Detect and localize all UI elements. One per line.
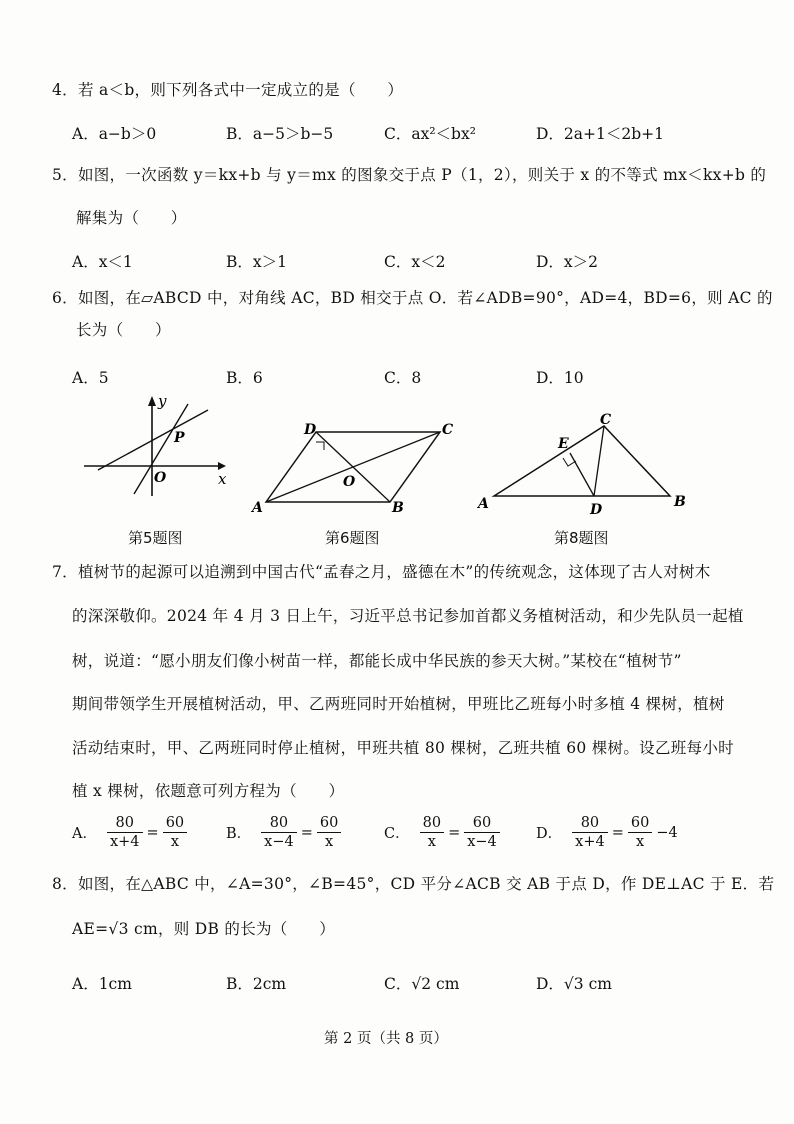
q7-line1: 7．植树节的起源可以追溯到中国古代“孟春之月，盛德在木”的传统观念，这体现了古人对树木 (52, 563, 711, 581)
figure-5-graph (78, 392, 238, 504)
q5-option-d: D．x＞2 (536, 253, 599, 271)
equals-sign: = (300, 824, 313, 841)
q6-stem-line1: 6．如图，在▱ABCD 中，对角线 AC，BD 相交于点 O．若∠ADB=90°，AD=4，BD=6，则 AC 的 (52, 289, 773, 307)
option-label: C． (384, 826, 410, 842)
option-label: D． (536, 826, 563, 842)
q6-option-c: C．8 (384, 369, 422, 387)
q8-option-b: B．2cm (226, 975, 287, 993)
denominator: x+4 (575, 834, 605, 850)
fraction-left (420, 814, 444, 851)
q7-option-d (536, 814, 680, 851)
x-axis-arrow (218, 462, 226, 470)
point-o-label: O (343, 474, 356, 490)
numerator: 80 (572, 814, 608, 833)
q6-stem-line2: 长为（ ） (76, 321, 171, 339)
q7-option-c (384, 814, 502, 851)
q8-option-a: A．1cm (72, 975, 132, 993)
figure-6-parallelogram (250, 418, 470, 518)
numerator: 60 (464, 814, 500, 833)
q7-line6: 植 x 棵树，依题意可列方程为（ ） (72, 782, 345, 800)
vertex-c-label: C (442, 422, 454, 438)
numerator: 60 (317, 814, 341, 833)
q4-option-a: A．a−b＞0 (72, 125, 157, 143)
q4-option-d: D．2a+1＜2b+1 (536, 125, 665, 143)
figure-5-caption: 第5题图 (128, 529, 183, 547)
diagonal-bd (316, 432, 390, 502)
vertex-a-label: A (252, 500, 263, 516)
fraction-right (464, 814, 500, 851)
fraction-right (628, 814, 652, 851)
point-d-label: D (590, 502, 603, 518)
vertex-b-label: B (392, 500, 404, 516)
q7-option-a (72, 814, 189, 851)
figure-6-caption: 第6题图 (325, 529, 380, 547)
denominator: x (427, 834, 436, 850)
figure-8-triangle (474, 410, 694, 518)
q5-option-b: B．x＞1 (226, 253, 287, 271)
figure-8-caption: 第8题图 (554, 529, 609, 547)
numerator: 80 (107, 814, 143, 833)
q5-option-a: A．x＜1 (72, 253, 133, 271)
q7-line2: 的深深敬仰。2024 年 4 月 3 日上午，习近平总书记参加首都义务植树活动，和少先队员一起植 (72, 607, 744, 625)
fraction-left (572, 814, 608, 851)
q7-line4: 期间带领学生开展植树活动，甲、乙两班同时开始植树，甲班比乙班每小时多植 4 棵树，植树 (72, 695, 725, 713)
denominator: x (325, 834, 334, 850)
numerator: 60 (628, 814, 652, 833)
q5-option-c: C．x＜2 (384, 253, 446, 271)
q7-line3: 树，说道：“愿小朋友们像小树苗一样，都能长成中华民族的参天大树。”某校在“植树节” (72, 652, 682, 670)
numerator: 60 (163, 814, 187, 833)
equals-sign: = (611, 824, 624, 841)
q5-stem-line2: 解集为（ ） (76, 209, 187, 227)
denominator: x (635, 834, 645, 850)
y-axis-arrow (148, 396, 156, 406)
point-p-label: P (174, 430, 185, 446)
q6-option-a: A．5 (72, 369, 109, 387)
option-label: A． (72, 826, 97, 842)
point-e-label: E (558, 436, 569, 452)
fraction-right (317, 814, 341, 851)
q5-stem-line1: 5．如图，一次函数 y＝kx+b 与 y＝mx 的图象交于点 P（1，2），则关于 x 的不等式 mx＜kx+b 的 (52, 166, 767, 184)
vertex-d-label: D (304, 422, 317, 438)
segment-cd (594, 426, 604, 496)
option-label: B． (226, 826, 252, 842)
vertex-a-label: A (478, 496, 489, 512)
q4-option-b: B．a−5＞b−5 (226, 125, 334, 143)
numerator: 80 (261, 814, 297, 833)
numerator: 80 (420, 814, 444, 833)
q4-option-c: C．ax²＜bx² (384, 125, 476, 143)
minus-term: −4 (656, 824, 678, 841)
q6-option-b: B．6 (226, 369, 263, 387)
fraction-left (107, 814, 143, 851)
q4-stem: 4．若 a＜b，则下列各式中一定成立的是（ ） (52, 81, 404, 99)
x-axis-label: x (218, 470, 227, 488)
q7-line5: 活动结束时，甲、乙两班同时停止植树，甲班共植 80 棵树，乙班共植 60 棵树。设乙班每小时 (72, 739, 734, 757)
denominator: x (170, 834, 180, 850)
q8-option-c: C．√2 cm (384, 975, 460, 993)
segment-de (570, 453, 594, 496)
vertex-c-label: C (600, 412, 612, 428)
equals-sign: = (448, 824, 461, 841)
page-footer: 第 2 页（共 8 页） (324, 1031, 448, 1047)
q8-option-d: D．√3 cm (536, 975, 612, 993)
q6-option-d: D．10 (536, 369, 584, 387)
fraction-left (261, 814, 297, 851)
origin-label: O (154, 470, 167, 486)
equals-sign: = (146, 824, 159, 841)
y-axis-label: y (158, 392, 167, 410)
denominator: x−4 (264, 834, 294, 850)
right-angle-mark-d (316, 442, 324, 450)
denominator: x−4 (467, 834, 497, 850)
denominator: x+4 (109, 834, 140, 850)
q7-option-b (226, 814, 343, 851)
vertex-b-label: B (674, 494, 686, 510)
q8-stem-line2: AE=√3 cm，则 DB 的长为（ ） (72, 920, 336, 938)
q8-stem-line1: 8．如图，在△ABC 中，∠A=30°，∠B=45°，CD 平分∠ACB 交 AB 于点 D，作 DE⊥AC 于 E．若 (52, 875, 775, 893)
fraction-right (163, 814, 187, 851)
triangle-abc (494, 426, 670, 496)
